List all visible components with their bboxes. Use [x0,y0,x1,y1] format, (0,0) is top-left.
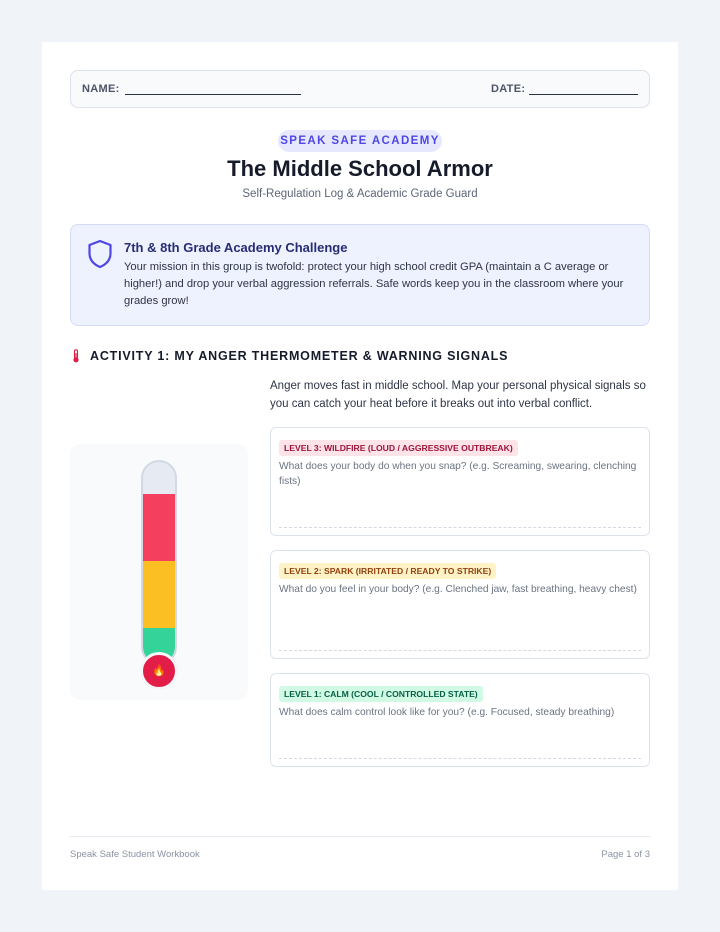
anger-thermometer [70,444,248,700]
level-3-tag: LEVEL 3: WILDFIRE (LOUD / AGGRESSIVE OUTBREAK) [279,440,518,456]
level-3-question: What does your body do when you snap? (e.g. Screaming, swearing, clenching fists) [279,461,637,487]
page-subtitle: Self-Regulation Log & Academic Grade Guard [242,188,478,200]
activity-title: ACTIVITY 1: MY ANGER THERMOMETER & WARNING SIGNALS [90,349,509,363]
level-3-card [270,427,650,536]
level-2-card [270,550,650,659]
spark-zone [143,561,175,628]
name-date-bar [70,70,650,108]
thermometer-tube [141,460,177,665]
challenge-title: 7th & 8th Grade Academy Challenge [124,240,348,255]
level-1-tag: LEVEL 1: CALM (COOL / CONTROLLED STATE) [279,686,483,702]
level-2-question: What do you feel in your body? (e.g. Clenched jaw, fast breathing, heavy chest) [279,584,637,595]
challenge-callout [70,224,650,326]
challenge-body: Your mission in this group is twofold: protect your high school credit GPA (maintain a C average or higher!) and drop your verbal aggression referrals. Safe words keep you in the classroom where your grades grow! [124,261,624,307]
page-title: The Middle School Armor [227,156,493,181]
thermometer-icon [72,349,80,363]
worksheet-page [42,42,678,890]
shield-icon [87,239,113,269]
wildfire-zone [143,494,175,561]
level-1-question: What does calm control look like for you? (e.g. Focused, steady breathing) [279,707,615,718]
name-label: NAME: [82,83,120,95]
level-1-card [270,673,650,767]
fire-icon: 🔥 [140,652,178,690]
name-field[interactable] [125,94,301,95]
level-2-answer-line[interactable] [279,650,641,651]
footer-workbook-label: Speak Safe Student Workbook [70,849,200,860]
level-3-answer-line[interactable] [279,527,641,528]
activity-intro: Anger moves fast in middle school. Map your personal physical signals so you can catch your heat before it breaks out into verbal conflict. [270,380,646,410]
academy-badge: SPEAK SAFE ACADEMY [278,130,442,152]
level-2-tag: LEVEL 2: SPARK (IRRITATED / READY TO STRIKE) [279,563,496,579]
date-field[interactable] [529,94,638,95]
date-label: DATE: [491,83,526,95]
level-1-answer-line[interactable] [279,758,641,759]
footer-divider [70,836,650,837]
page-number: Page 1 of 3 [601,849,650,860]
